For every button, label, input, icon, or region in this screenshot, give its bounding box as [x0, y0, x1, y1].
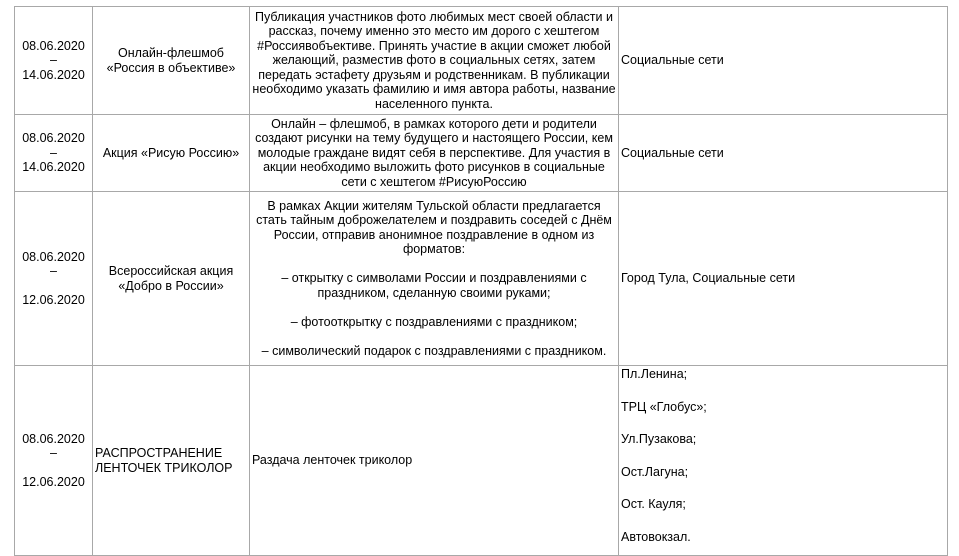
date-end: 12.06.2020: [22, 293, 85, 307]
date-cell: [15, 7, 93, 115]
place-item: Ост.Лагуна;: [621, 464, 689, 479]
place-item: Пл.Ленина;: [621, 367, 688, 381]
date-end: 14.06.2020: [22, 160, 85, 175]
event-name: РАСПРОСТРАНЕНИЕ ЛЕНТОЧЕК ТРИКОЛОР: [93, 366, 250, 556]
table-row: [15, 7, 948, 115]
description-item: – фотооткрытку с поздравлениями с праздником;: [290, 314, 578, 329]
place-item: Ул.Пузакова;: [621, 432, 697, 446]
event-place: Город Тула, Социальные сети: [619, 192, 948, 366]
table-row: [15, 115, 948, 192]
date-start: 08.06.2020: [22, 249, 85, 264]
date-separator: –: [50, 145, 57, 160]
date-cell: [15, 115, 93, 192]
table-row: [15, 192, 948, 366]
event-place-list: [619, 366, 948, 556]
events-table: [14, 6, 948, 556]
place-item: Автовокзал.: [621, 529, 691, 544]
date-end: 14.06.2020: [22, 67, 85, 82]
date-cell: [15, 192, 93, 366]
date-cell: [15, 366, 93, 556]
event-name: Онлайн-флешмоб «Россия в объективе»: [93, 7, 250, 115]
date-separator: –: [50, 264, 57, 278]
event-description: Онлайн – флешмоб, в рамках которого дети и родители создают рисунки на тему будущего и настоящего России, кем молодые граждане видят себя в перспективе. Для участия в акции необходимо выложить фото рисунков в социальные сети с хештегом #РисуюРоссию: [250, 115, 619, 192]
event-place: Социальные сети: [619, 115, 948, 192]
event-name: Всероссийская акция «Добро в России»: [93, 192, 250, 366]
date-separator: –: [50, 53, 57, 68]
description-item: – открытку с символами России и поздравлениями с праздником, сделанную своими руками;: [281, 271, 591, 300]
place-item: Ост. Кауля;: [621, 497, 686, 511]
date-separator: –: [50, 446, 57, 460]
description-intro: В рамках Акции жителям Тульской области предлагается стать тайным доброжелателем и поздравить соседей с Днём России, отправив анонимное поздравление в одном из форматов:: [256, 198, 616, 257]
date-end: 12.06.2020: [22, 475, 85, 489]
event-description: Публикация участников фото любимых мест своей области и рассказ, почему именно это место им дорого с хештегом #Россиявобъективе. Принять участие в акции сможет любой желающий, разместив фото в социальных сетях, затем передать эстафету друзьям и родственникам. В публикации необходимо указать фамилию и имя автора работы, название населенного пункта.: [250, 7, 619, 115]
date-start: 08.06.2020: [22, 431, 85, 446]
event-description: [250, 192, 619, 366]
event-place: Социальные сети: [619, 7, 948, 115]
date-start: 08.06.2020: [22, 38, 85, 53]
description-item: – символический подарок с поздравлениями с праздником.: [261, 343, 607, 358]
date-start: 08.06.2020: [22, 131, 85, 146]
event-description: Раздача ленточек триколор: [250, 366, 619, 556]
event-name: Акция «Рисую Россию»: [93, 115, 250, 192]
table-row: [15, 366, 948, 556]
place-item: ТРЦ «Глобус»;: [621, 399, 707, 414]
